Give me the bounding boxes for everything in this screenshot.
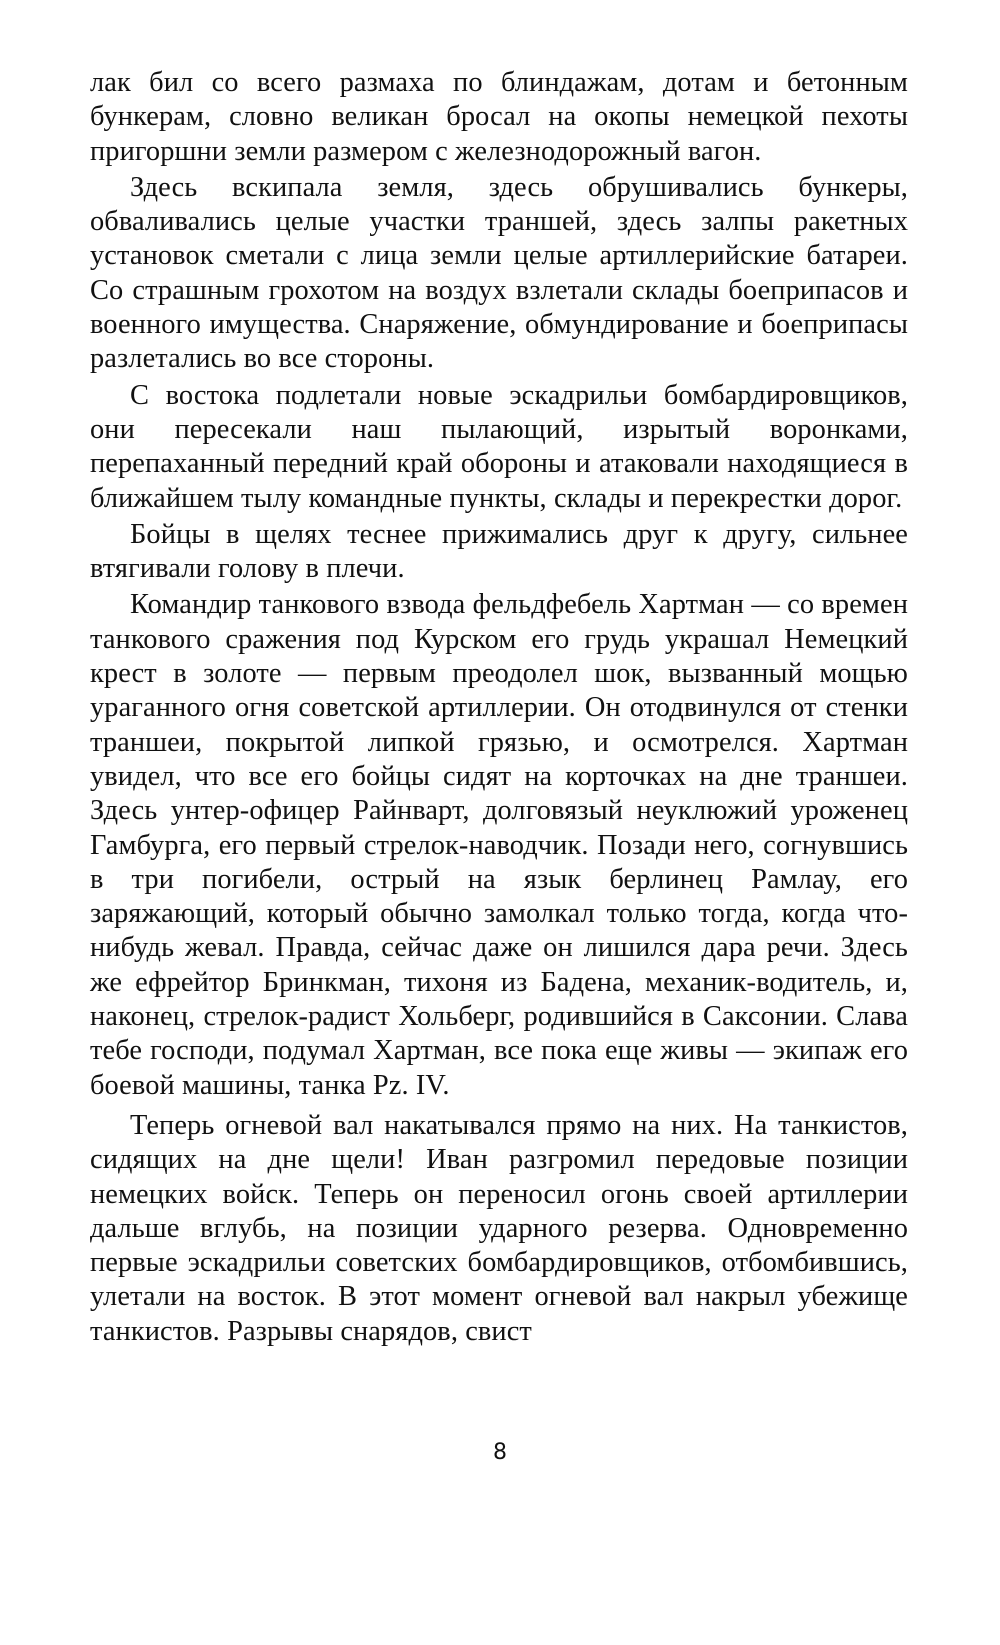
paragraph-earth-boiling: Здесь вскипала земля, здесь обрушивались бункеры, обваливались целые участки траншей, здесь залпы ракетных установок сметали с лица земли целые артиллерийские батареи. Со страшным грохотом на воздух взлетали склады боеприпасов и военного имущества. Снаряжение, обмундирование и боеприпасы разлетались во все стороны. bbox=[90, 171, 908, 375]
paragraph-hartman: Командир танкового взвода фельдфебель Хартман — со времен танкового сражения под Курском его грудь украшал Немецкий крест в золоте — первым преодолел шок, вызванный мощью ураганного огня советской артиллерии. Он отодвинулся от стенки траншеи, покрытой липкой грязью, и осмотрелся. Хартман увидел, что все его бойцы сидят на корточках на дне траншеи. Здесь унтер-офицер Райнварт, долговязый неуклюжий уроженец Гамбурга, его первый стрелок-наводчик. Позади него, согнувшись в три погибели, острый на язык берлинец Рамлау, его заряжающий, который обычно замолкал только тогда, когда что-нибудь жевал. Правда, сейчас даже он лишился дара речи. Здесь же ефрейтор Бринкман, тихоня из Бадена, механик-водитель, и, наконец, стрелок-радист Хольберг, родившийся в Саксонии. Слава тебе господи, подумал Хартман, все пока еще живы — экипаж его боевой машины, танка Pz. IV. bbox=[90, 589, 908, 1101]
body-text bbox=[90, 66, 908, 1351]
paragraph-continuation: лак бил со всего размаха по блиндажам, дотам и бетонным бункерам, словно великан бросал на окопы немецкой пехоты пригоршни земли размером с железнодорожный вагон. bbox=[90, 67, 908, 167]
paragraph-fire-barrage: Теперь огневой вал накатывался прямо на них. На танкистов, сидящих на дне щели! Иван разгромил передовые позиции немецких войск. Теперь он переносил огонь своей артиллерии дальше вглубь, на позиции ударного резерва. Одновременно первые эскадрильи советских бомбардировщиков, отбомбившись, улетали на восток. В этот момент огневой вал накрыл убежище танкистов. Разрывы снарядов, свист bbox=[90, 1109, 908, 1347]
paragraph-soldiers-in-trenches: Бойцы в щелях теснее прижимались друг к другу, сильнее втягивали голову в плечи. bbox=[90, 518, 908, 585]
page-number: 8 bbox=[493, 1440, 507, 1465]
paragraph-bombers-from-east: С востока подлетали новые эскадрильи бомбардировщиков, они пересекали наш пылающий, изрытый воронками, перепаханный передний край обороны и атаковали находящиеся в ближайшем тылу командные пункты, склады и перекрестки дорог. bbox=[90, 379, 908, 514]
